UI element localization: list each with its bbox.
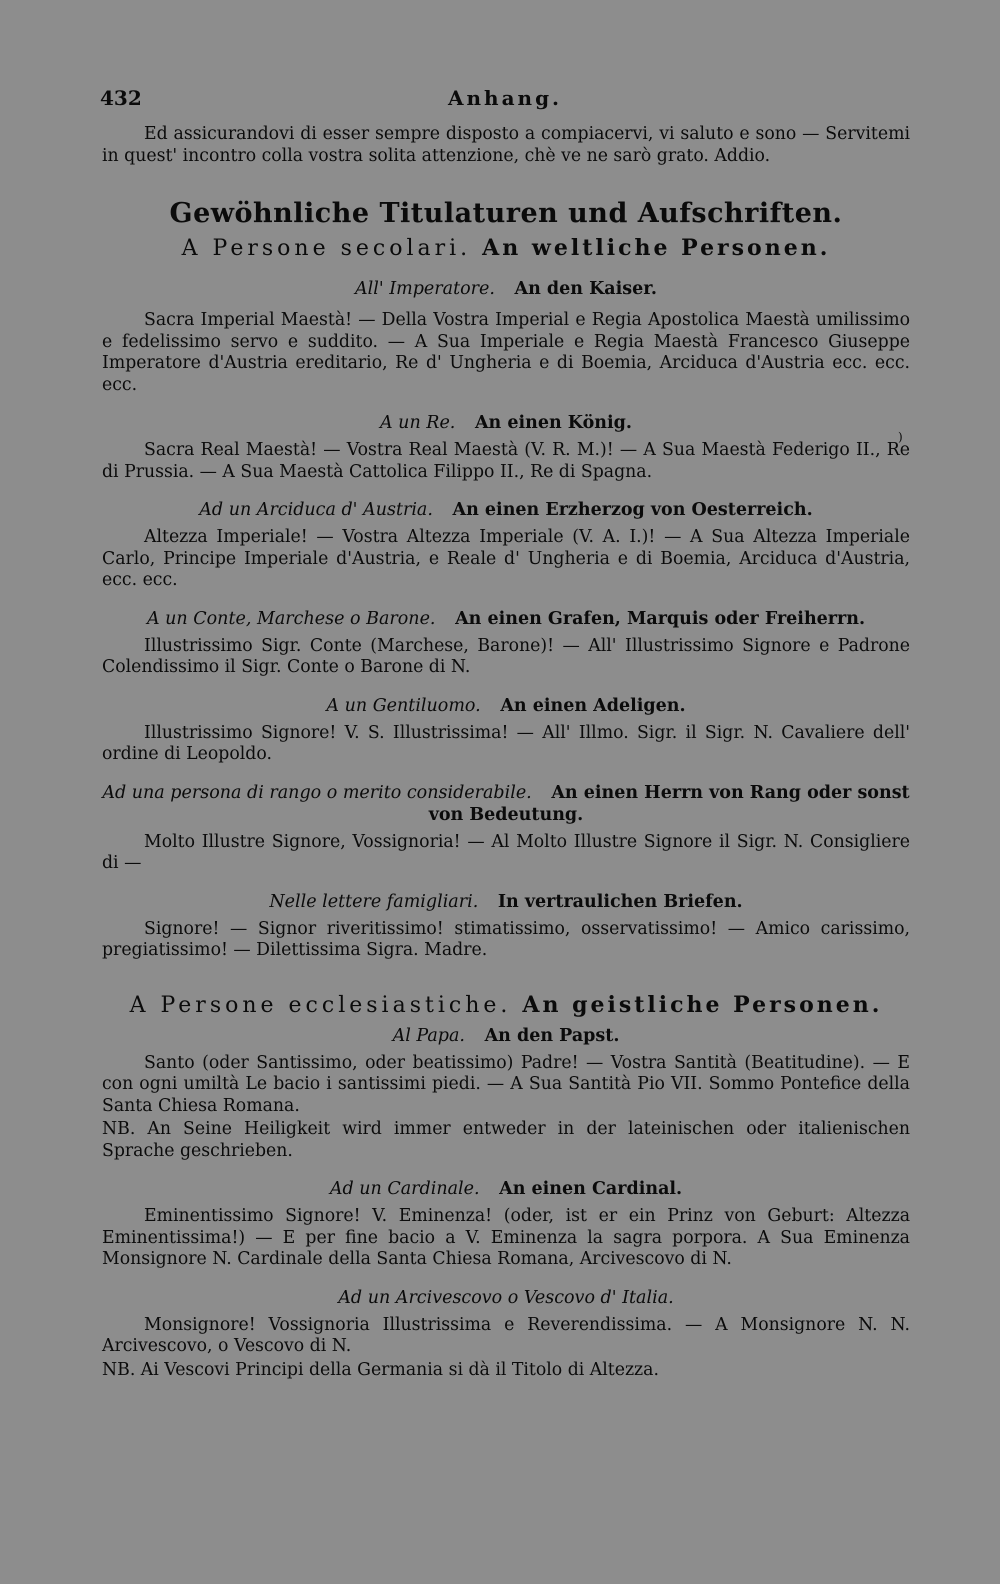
stray-mark: ) [898,430,903,444]
section-heading-it: A Persone secolari. [181,236,472,261]
paragraph-person-of-rank: Molto Illustre Signore, Vossignoria! — Al Molto Illustre Signore il Sigr. N. Consigliere di — [102,831,910,873]
subheading-count [102,608,910,630]
section-heading-it: A Persone ecclesiastiche. [129,992,512,1018]
intro-paragraph: Ed assicurandovi di esser sempre disposto a compiacervi, vi saluto e sono — Servitemi in quest' incontro colla vostra solita attenzione, chè ve ne sarò grato. Addio. [102,124,910,166]
subheading-it: Ad un Arciduca d' Austria. [199,500,433,520]
subheading-familiar-letters [102,891,910,913]
running-head: Anhang. [447,86,563,110]
section-heading-de: An weltliche Personen. [482,235,831,261]
paragraph-gentleman: Illustrissimo Signore! V. S. Illustrissima! — All' Illmo. Sigr. il Sigr. N. Cavaliere dell' ordine di Leopoldo. [102,722,910,764]
paragraph-familiar-letters: Signore! — Signor riveritissimo! stimatissimo, osservatissimo! — Amico carissimo, pregiatissimo! — Dilettissima Sigra. Madre. [102,918,910,960]
subheading-de: An den Papst. [484,1025,620,1046]
subheading-de: An einen Cardinal. [499,1179,683,1199]
section-heading-de: An geistliche Personen. [522,991,883,1018]
subheading-it: All' Imperatore. [355,279,495,299]
subheading-gentleman [102,695,910,717]
section-heading-ecclesiastic [102,990,910,1021]
subheading-de: An einen Herrn von Rang oder sonst von Bedeutung. [428,782,910,825]
subheading-de: An einen König. [474,413,633,433]
subheading-it: Ad un Arcivescovo o Vescovo d' Italia. [338,1287,674,1308]
page-body [102,124,910,1381]
main-title: Gewöhnliche Titulaturen und Aufschriften. [169,198,843,229]
page-number: 432 [100,86,142,110]
subheading-it: Al Papa. [392,1025,465,1046]
paragraph-count: Illustrissimo Sigr. Conte (Marchese, Barone)! — All' Illustrissimo Signore e Padrone Colendissimo il Sigr. Conte o Barone di N. [102,635,910,677]
subheading-king [102,412,910,434]
section-heading-secular [102,233,910,264]
paragraph-cardinal: Eminentissimo Signore! V. Eminenza! (oder, ist er ein Prinz von Geburt: Altezza Eminentissima!) — E per fine bacio a V. Eminenza la sagra porpora. A Sua Eminenza Monsignore N. Cardinale della Santa Chiesa Romana, Arcivescovo di N. [102,1206,910,1269]
paragraph-archbishop: Monsignore! Vossignoria Illustrissima e Reverendissima. — A Monsignore N. N. Arcivescovo, o Vescovo di N. [102,1314,910,1356]
paragraph-emperor: Sacra Imperial Maestà! — Della Vostra Imperial e Regia Apostolica Maestà umilissimo e fedelissimo servo e suddito. — A Sua Imperiale e Regia Maestà Francesco Giuseppe Imperatore d'Austria ereditario, Re d' Ungheria e di Boemia, Arciduca d'Austria ecc. ecc. ecc. [102,310,910,395]
subheading-de: An einen Erzherzog von Oesterreich. [452,500,813,520]
note-pope: NB. An Seine Heiligkeit wird immer entweder in der lateinischen oder italienischen Sprache geschrieben. [102,1119,910,1161]
subheading-cardinal [102,1178,910,1200]
subheading-it: A un Conte, Marchese o Barone. [146,608,436,629]
subheading-de: An einen Adeligen. [500,695,686,716]
page-header [100,86,910,116]
paragraph-archduke: Altezza Imperiale! — Vostra Altezza Imperiale (V. A. I.)! — A Sua Altezza Imperiale Carlo, Principe Imperiale d'Austria, e Reale d' Ungheria e di Boemia, Arciduca d'Austria, ecc. ecc. [102,527,910,590]
subheading-pope [102,1025,910,1047]
subheading-it: Ad un Cardinale. [329,1179,480,1199]
subheading-de: In vertraulichen Briefen. [497,891,743,912]
subheading-it: A un Re. [379,413,456,433]
subheading-it: Ad una persona di rango o merito considerabile. [102,782,532,803]
subheading-person-of-rank [102,782,910,826]
subheading-de: An den Kaiser. [514,279,657,299]
subheading-it: Nelle lettere famigliari. [269,891,479,912]
subheading-de: An einen Grafen, Marquis oder Freiherrn. [455,608,866,629]
subheading-archduke [102,499,910,521]
note-bishops: NB. Ai Vescovi Principi della Germania si dà il Titolo di Altezza. [102,1359,659,1380]
subheading-archbishop [102,1287,910,1309]
subheading-it: A un Gentiluomo. [326,695,481,716]
paragraph-pope: Santo (oder Santissimo, oder beatissimo) Padre! — Vostra Santità (Beatitudine). — E con ogni umiltà Le bacio i santissimi piedi. — A Sua Santità Pio VII. Sommo Pontefice della Santa Chiesa Romana. [102,1052,910,1116]
subheading-emperor [102,278,910,300]
paragraph-king: Sacra Real Maestà! — Vostra Real Maestà (V. R. M.)! — A Sua Maestà Federigo II., Re di Prussia. — A Sua Maestà Cattolica Filippo II., Re di Spagna. [102,440,910,482]
